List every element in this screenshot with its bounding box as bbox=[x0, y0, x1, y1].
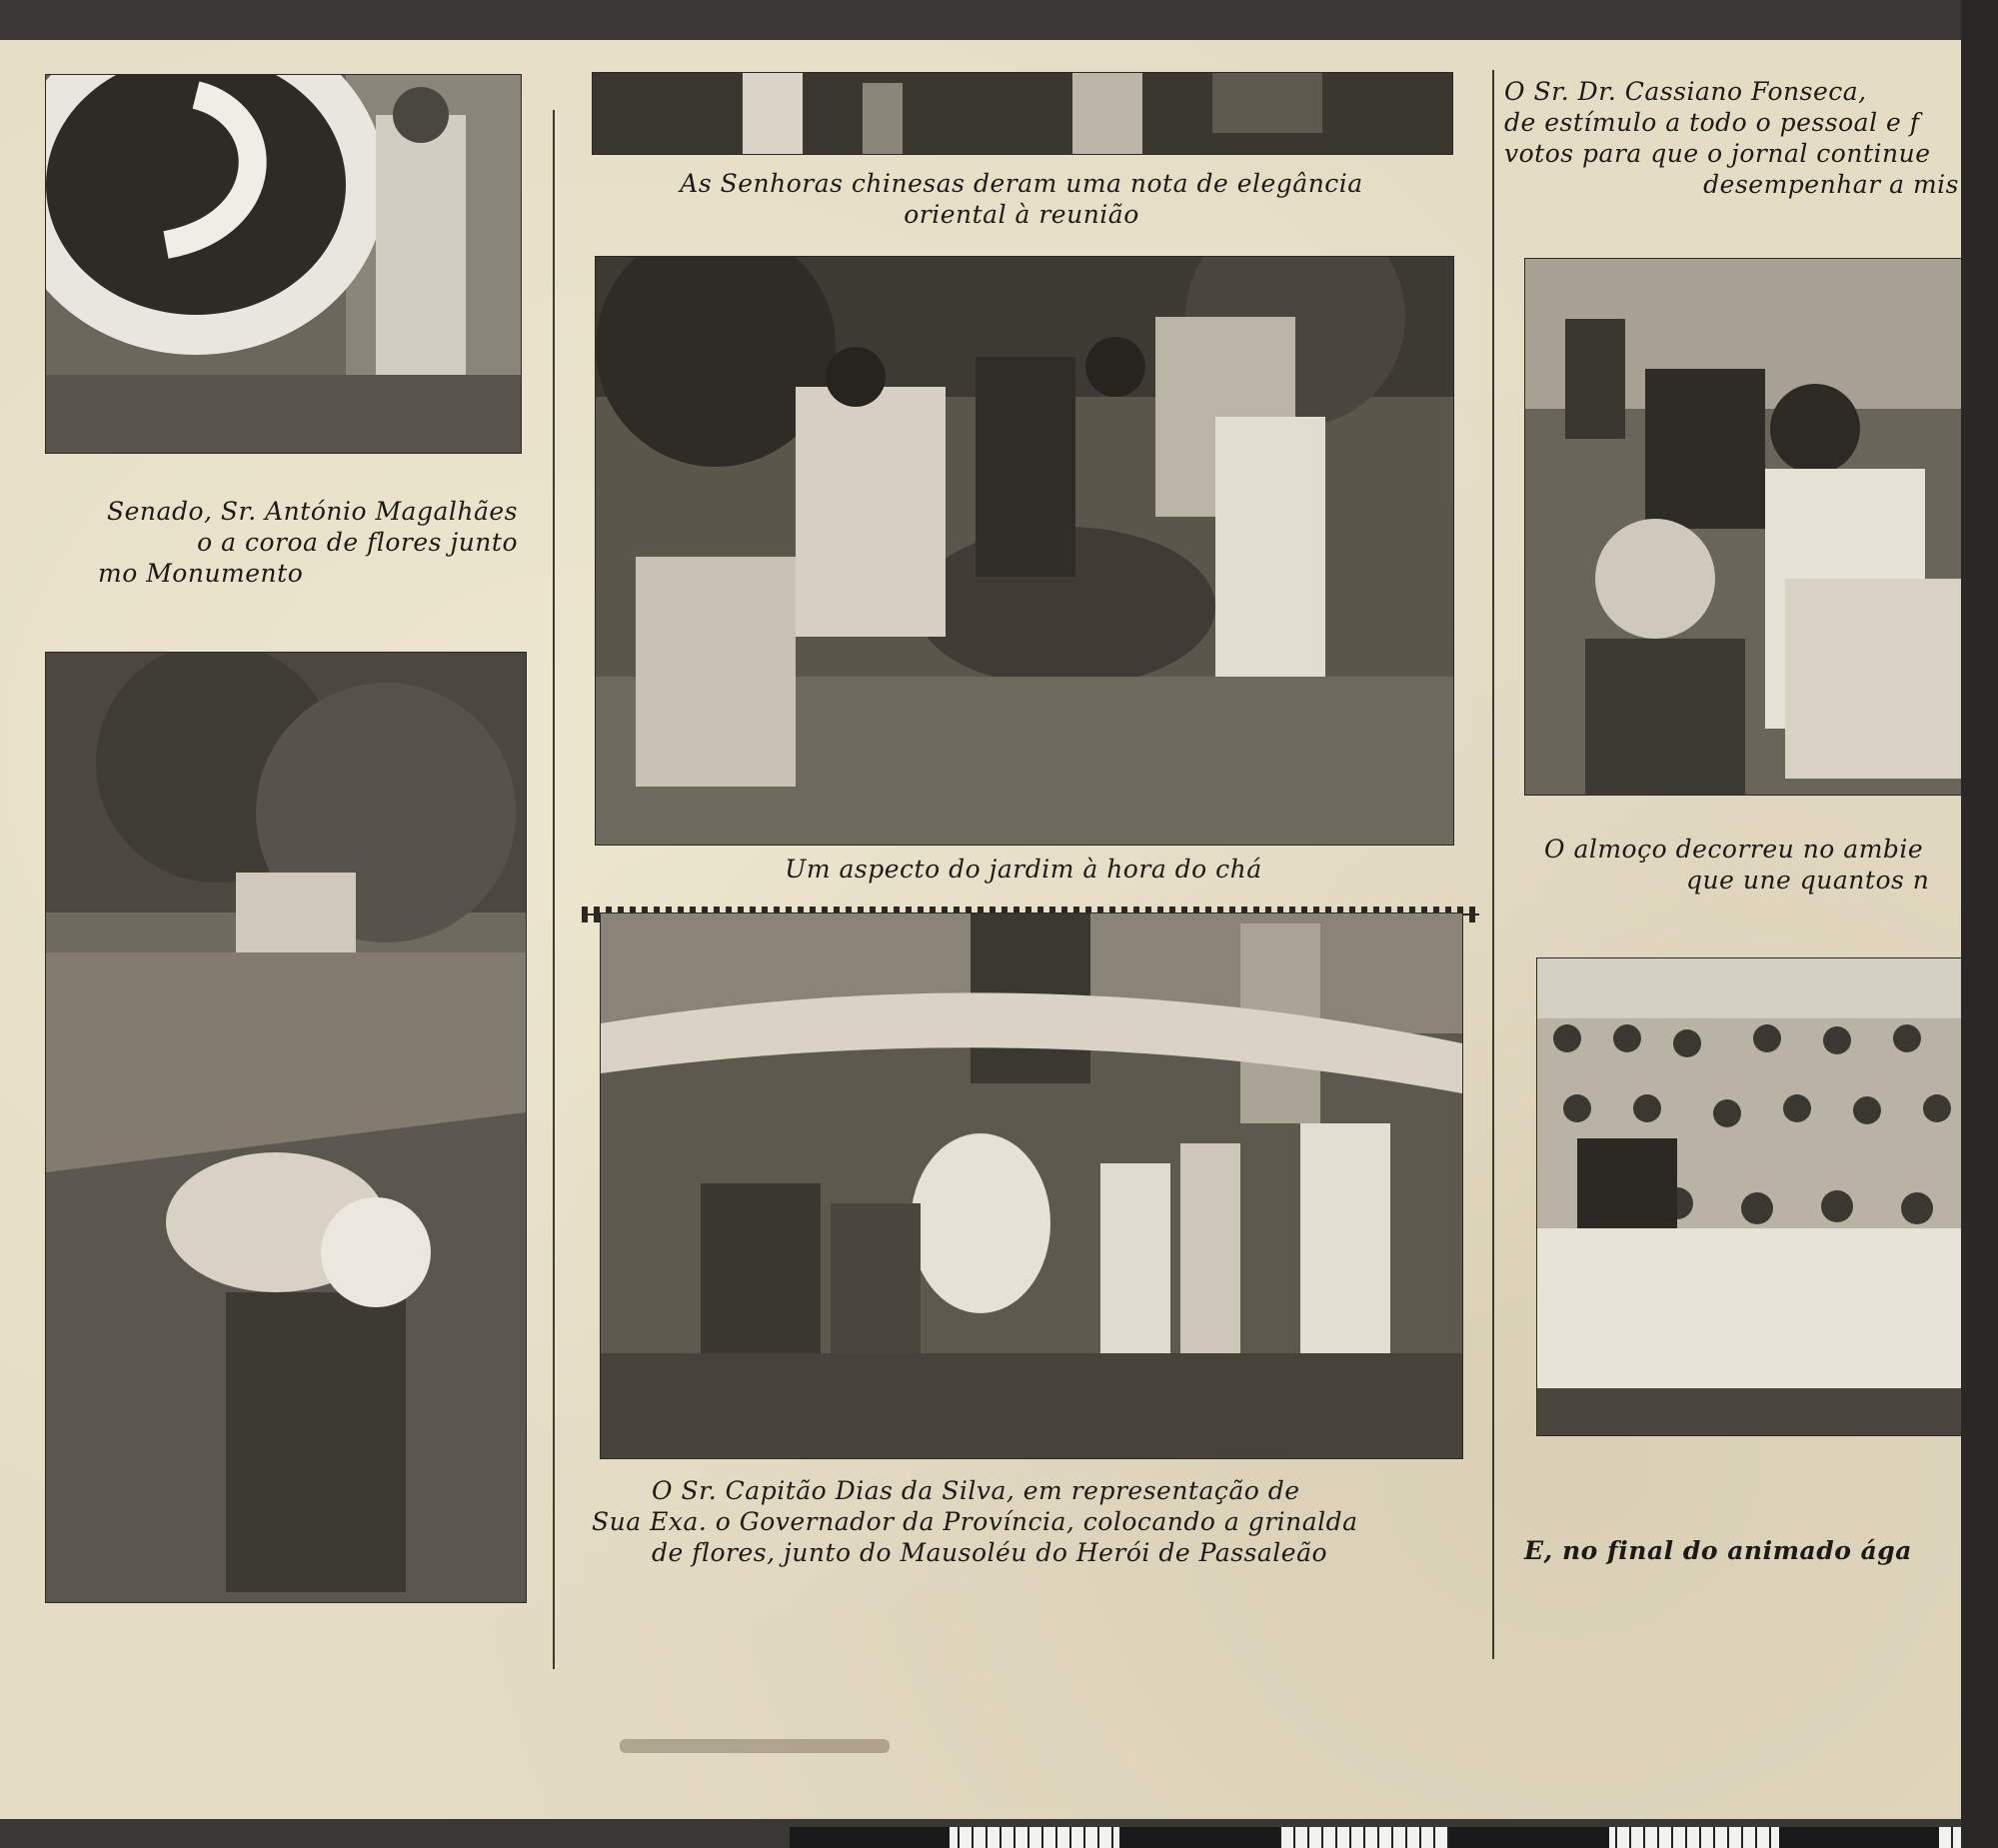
caption-line: O Sr. Dr. Cassiano Fonseca, bbox=[1504, 77, 1867, 106]
photo-chinese-ladies bbox=[592, 72, 1453, 155]
caption-senado bbox=[38, 496, 518, 589]
bleed-through-text bbox=[560, 420, 605, 1619]
photo-group bbox=[1536, 957, 1963, 1436]
caption-line: desempenhar a mis bbox=[1703, 170, 1959, 199]
caption-line: votos para que o jornal continue bbox=[1504, 139, 1931, 168]
photo-captain-wreath bbox=[600, 913, 1463, 1459]
caption-line: oriental à reunião bbox=[904, 200, 1139, 229]
bleed-through-text bbox=[1459, 240, 1499, 1339]
caption-line: Sua Exa. o Governador da Província, colocando a grinalda bbox=[592, 1507, 1358, 1536]
caption-lunch bbox=[1544, 834, 1959, 896]
newspaper-clipping bbox=[0, 40, 1961, 1819]
ink-smudge bbox=[620, 1739, 890, 1753]
scale-ruler bbox=[790, 1827, 1961, 1848]
caption-line: mo Monumento bbox=[98, 559, 304, 588]
caption-line: de flores, junto do Mausoléu do Herói de Passaleão bbox=[652, 1538, 1328, 1567]
ruler-block bbox=[1449, 1827, 1609, 1848]
photo-garden-monument bbox=[45, 652, 527, 1603]
ruler-block bbox=[1779, 1827, 1939, 1848]
caption-line: Um aspecto do jardim à hora do chá bbox=[785, 855, 1262, 884]
ruler-block bbox=[1119, 1827, 1279, 1848]
caption-line: E, no final do animado ága bbox=[1524, 1536, 1912, 1565]
photo-garden-tea bbox=[595, 256, 1454, 846]
caption-line: O Sr. Capitão Dias da Silva, em representação de bbox=[652, 1476, 1300, 1505]
photo-wreath-monument bbox=[45, 74, 522, 454]
caption-chinese-ladies bbox=[592, 168, 1451, 230]
caption-line: o a coroa de flores junto bbox=[197, 528, 518, 557]
caption-line: Senado, Sr. António Magalhães bbox=[107, 497, 518, 526]
photo-lunch bbox=[1524, 258, 1963, 796]
ruler-block bbox=[790, 1827, 950, 1848]
caption-line: de estímulo a todo o pessoal e f bbox=[1504, 108, 1920, 137]
column-rule-left bbox=[553, 110, 555, 1669]
caption-cassiano-fonseca bbox=[1504, 76, 1959, 200]
background-edge bbox=[1961, 0, 1998, 1848]
caption-group bbox=[1524, 1535, 1961, 1566]
caption-line: O almoço decorreu no ambie bbox=[1544, 835, 1924, 864]
caption-line: As Senhoras chinesas deram uma nota de elegância bbox=[680, 169, 1363, 198]
caption-line: que une quantos n bbox=[1686, 866, 1930, 895]
caption-captain-wreath bbox=[592, 1475, 1471, 1568]
caption-garden-tea bbox=[595, 854, 1452, 885]
